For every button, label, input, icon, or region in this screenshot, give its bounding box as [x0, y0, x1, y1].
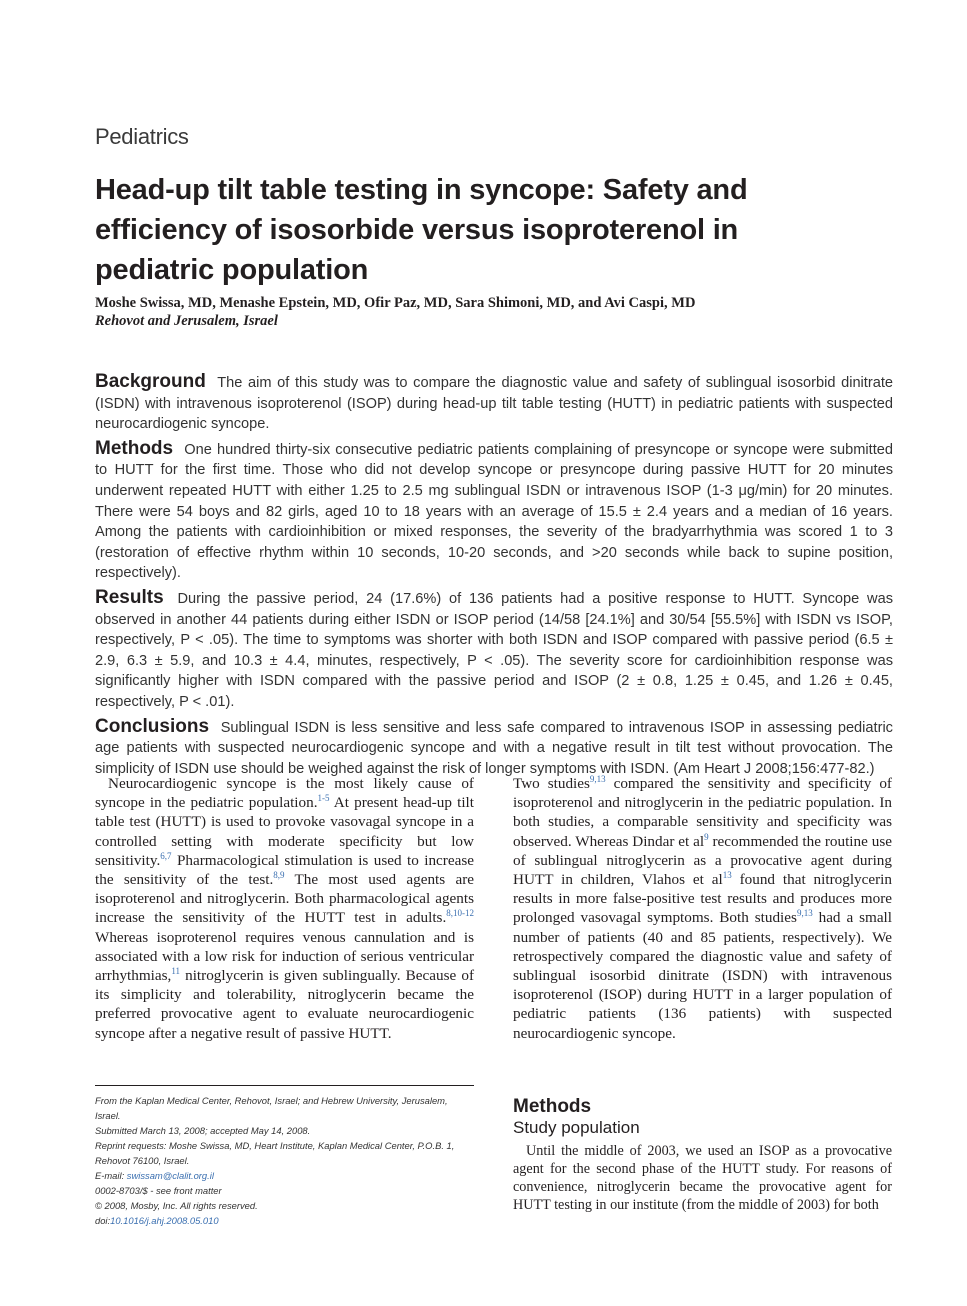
abstract-text: The aim of this study was to compare the diagnostic value and safety of sublingual isosorbid dinitrate (ISDN) with intravenous isoproterenol (ISOP) during head-up tilt table testing (HUTT) in pediatric patients with suspected neurocardiogenic syncope.	[95, 375, 894, 433]
affiliation: Rehovot and Jerusalem, Israel	[95, 313, 278, 329]
footnote-submitted: Submitted March 13, 2008; accepted May 14, 2008.	[95, 1125, 311, 1136]
abstract-text: One hundred thirty-six consecutive pediatric patients complaining of presyncope or syncope were submitted to HUTT for the first time. Those who did not develop syncope or presyncope during passive HUTT for 20 minutes underwent repeated HUTT with either 1.25 to 2.5 mg sublingual ISDN or intravenous ISOP (1-3 μg/min) for 20 minutes. There were 54 boys and 82 girls, aged 10 to 18 years with an average of 15.5 ± 2.4 years and a median of 16 years. Among the patients with cardioinhibition or mixed responses, the severity of the bradyarrhythmia was scored 1 to 3 (restoration of effective rhythm within 10 seconds, 10-20 seconds, and >20 seconds while back to supine position, respectively).	[95, 441, 893, 582]
body-column-left	[95, 774, 474, 1043]
footnote-divider	[95, 1085, 474, 1086]
citation-reference[interactable]: 9,13	[796, 908, 813, 919]
text-run: Whereas isoproterenol requires venous cannulation and is associated with a low risk for induction of serious ventricular arrhythmias,	[95, 928, 474, 985]
citation-reference[interactable]: 11	[171, 965, 181, 976]
abstract-heading: Background	[95, 371, 206, 392]
text-run: found that nitroglycerin results in more false-positive test results and produces more prolonged vasovagal symptoms. Both studies	[513, 871, 892, 927]
methods-paragraph	[513, 1142, 892, 1214]
methods-text: Until the middle of 2003, we used an ISOP as a provocative agent for the second phase of the HUTT study. For reasons of convenience, nitroglycerin became the provocative agent for HUTT testing in our institute (from the middle of 2003) for both	[513, 1143, 892, 1213]
doi-label: doi:	[95, 1215, 111, 1226]
citation-reference[interactable]: 9,13	[589, 773, 606, 784]
abstract-conclusions	[95, 717, 893, 780]
title-line: efficiency of isosorbide versus isoproterenol in	[95, 214, 739, 246]
citation-reference[interactable]: 13	[722, 869, 732, 880]
title-line: Head-up tilt table testing in syncope: Safety and	[95, 174, 748, 206]
doi-link[interactable]: 10.1016/j.ahj.2008.05.010	[110, 1215, 219, 1226]
study-population-subheading: Study population	[513, 1118, 640, 1137]
citation-reference[interactable]: 8,10-12	[446, 908, 474, 919]
abstract-methods	[95, 439, 893, 584]
intro-paragraph-continued	[513, 774, 892, 1043]
text-run: compared the sensitivity and specificity of isoproterenol and nitroglycerin in the pediatric population. In both studies, a comparable sensitivity and specificity was observed. Whereas Dindar et al	[513, 775, 892, 850]
text-run: recommended the routine use of sublingual nitroglycerin as a provocative agent during HUTT in children, Vlahos et al	[513, 832, 892, 889]
title-line: pediatric population	[95, 254, 369, 286]
footnote-copyright: © 2008, Mosby, Inc. All rights reserved.	[95, 1200, 258, 1211]
citation-reference[interactable]: 6,7	[160, 850, 172, 861]
intro-paragraph	[95, 774, 474, 1043]
section-label: Pediatrics	[95, 124, 189, 149]
abstract-heading: Methods	[95, 437, 174, 459]
text-run: Pharmacological stimulation is used to increase the sensitivity of the test.	[95, 851, 474, 889]
methods-heading: Methods	[513, 1096, 592, 1117]
citation-reference[interactable]: 1-5	[317, 793, 330, 804]
footnote-reprint: Reprint requests: Moshe Swissa, MD, Heart Institute, Kaplan Medical Center, P.O.B. 1, Rehovot 76100, Israel.	[95, 1140, 455, 1166]
abstract-results	[95, 588, 893, 713]
footnote-issn: 0002-8703/$ - see front matter	[95, 1185, 222, 1196]
footnote-email	[95, 1168, 474, 1183]
email-link[interactable]: swissam@clalit.org.il	[126, 1170, 214, 1181]
abstract-text: Sublingual ISDN is less sensitive and less safe compared to intravenous ISOP in assessing pediatric age patients with suspected neurocardiogenic syncope and with a negative result in tilt test without provocation. The simplicity of ISDN use should be weighed against the risk of longer symptoms with ISDN. (Am Heart J 2008;156:477-82.)	[95, 719, 893, 777]
footnote-affiliation: From the Kaplan Medical Center, Rehovot, Israel; and Hebrew University, Jerusalem, Israel.	[95, 1095, 448, 1121]
article-title	[95, 170, 885, 290]
text-run: Two studies	[513, 775, 590, 792]
abstract	[95, 372, 893, 783]
text-run: had a small number of patients (40 and 85 patients, respectively). We retrospectively compared the diagnostic value and safety of sublingual isosorbid dinitrate (ISDN) with intravenous isoproterenol (ISOP) during HUTT in a larger population of pediatric patients (136 patients) with suspected neurocardiogenic syncope.	[513, 909, 892, 1042]
author-list: Moshe Swissa, MD, Menashe Epstein, MD, Ofir Paz, MD, Sara Shimoni, MD, and Avi Caspi, MD	[95, 295, 696, 311]
citation-reference[interactable]: 9	[704, 831, 709, 842]
footnotes	[95, 1093, 474, 1228]
text-run: nitroglycerin is given sublingually. Because of its simplicity and tolerability, nitroglycerin became the preferred provocative agent to evaluate neurocardiogenic syncope after a negative result of passive HUTT.	[95, 967, 474, 1042]
email-label: E-mail:	[95, 1170, 127, 1181]
body-column-right	[513, 774, 892, 1043]
citation-reference[interactable]: 8,9	[273, 869, 285, 880]
abstract-text: During the passive period, 24 (17.6%) of 136 patients had a positive response to HUTT. Syncope was observed in another 44 patients during either ISDN or ISOP period (14/58 [24.1%] and 30/54 [55.5%] with ISDN vs ISOP, respectively, P < .05). The time to symptoms was shorter with both ISDN and ISOP compared with passive period (6.5 ± 2.9, 6.3 ± 5.9, and 10.3 ± 4.4, minutes, respectively, P < .05). The severity score for cardioinhibition response was significantly higher with ISDN compared with the passive period and ISOP (2 ± 0.8, 1.25 ± 0.45, and 1.26 ± 0.45, respectively, P < .01).	[95, 590, 893, 710]
abstract-background	[95, 372, 893, 435]
text-run: The most used agents are isoproterenol and nitroglycerin. Both pharmacological agents increase the sensitivity of the HUTT test in adults.	[95, 871, 474, 927]
abstract-heading: Conclusions	[95, 715, 210, 737]
text-run: Neurocardiogenic syncope is the most likely cause of syncope in the pediatric population.	[95, 775, 474, 812]
footnote-doi	[95, 1213, 474, 1228]
abstract-heading: Results	[95, 586, 164, 608]
text-run: At present head-up tilt table test (HUTT) is used to provoke vasovagal syncope in a controlled setting with moderate specificity but low sensitivity.	[95, 794, 474, 869]
